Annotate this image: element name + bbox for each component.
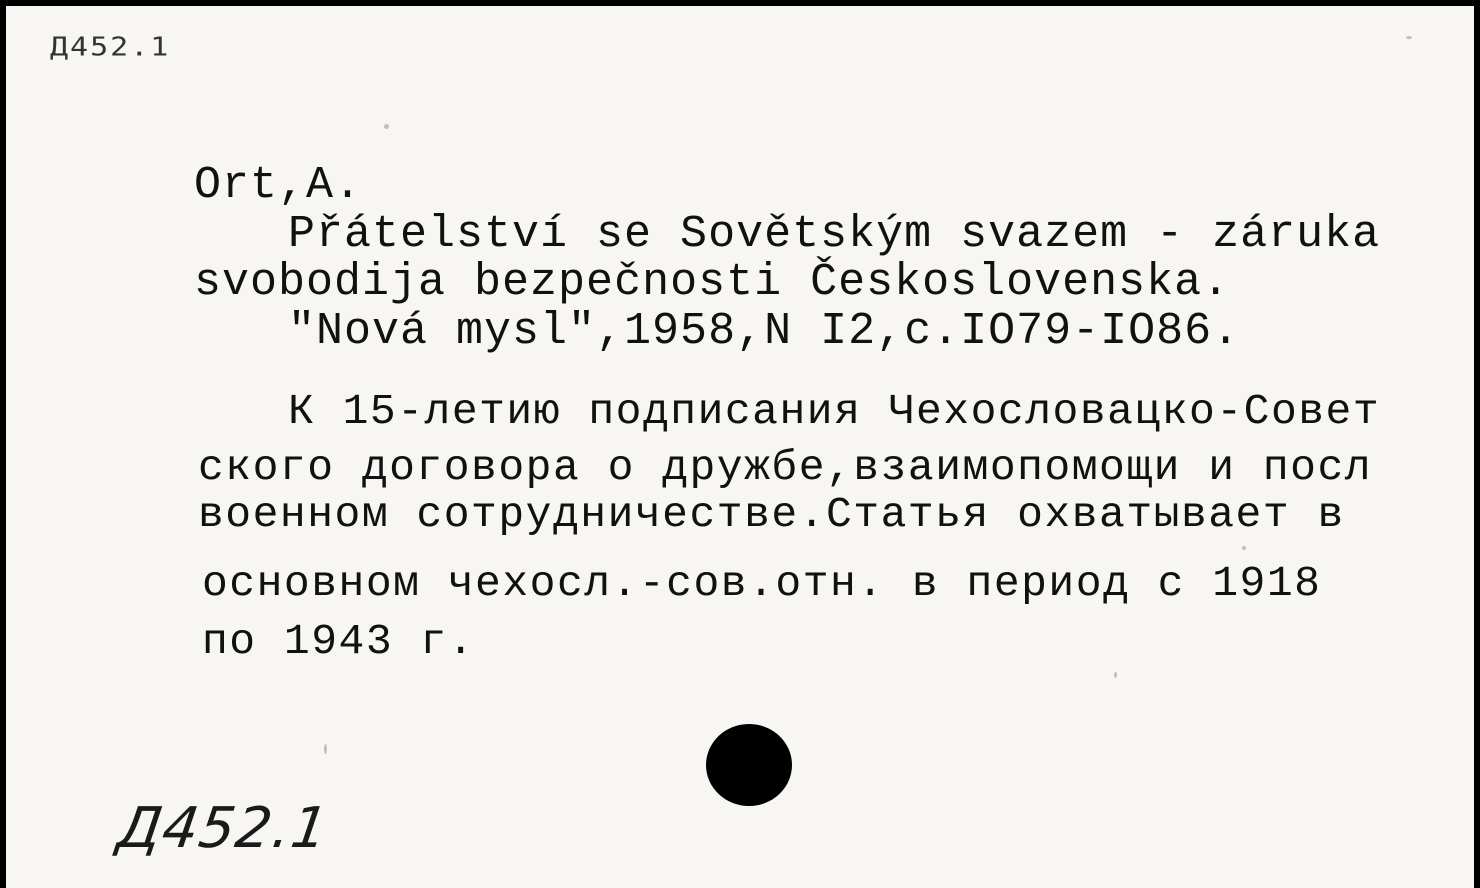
- annotation-line-2: ского договора о дружбе,взаимопомощи и посл: [198, 443, 1373, 492]
- source-line: "Nová mysl",1958,N I2,c.IO79-IO86.: [288, 306, 1241, 357]
- speck: [1114, 672, 1117, 678]
- annotation-line-3: военном сотрудничестве.Статья охватывает в: [198, 490, 1345, 539]
- handwritten-code: Д452.1: [113, 796, 333, 861]
- author-line: Ort,A.: [194, 160, 363, 211]
- punch-hole-icon: [706, 724, 792, 806]
- annotation-line-4: основном чехосл.-сов.отн. в период с 1918: [202, 559, 1322, 608]
- speck: [324, 744, 327, 754]
- annotation-line-1: К 15-летию подписания Чехословацко-Совет: [288, 387, 1381, 436]
- speck: [384, 124, 389, 129]
- speck: [1242, 546, 1246, 550]
- speck: [1406, 36, 1412, 39]
- annotation-line-5: по 1943 г.: [202, 617, 476, 666]
- title-line-1: Přátelství se Sovětským svazem - záruka: [288, 209, 1381, 260]
- title-line-2: svobodija bezpečnosti Československa.: [194, 257, 1231, 308]
- stamp-code: Д452.1: [50, 32, 171, 63]
